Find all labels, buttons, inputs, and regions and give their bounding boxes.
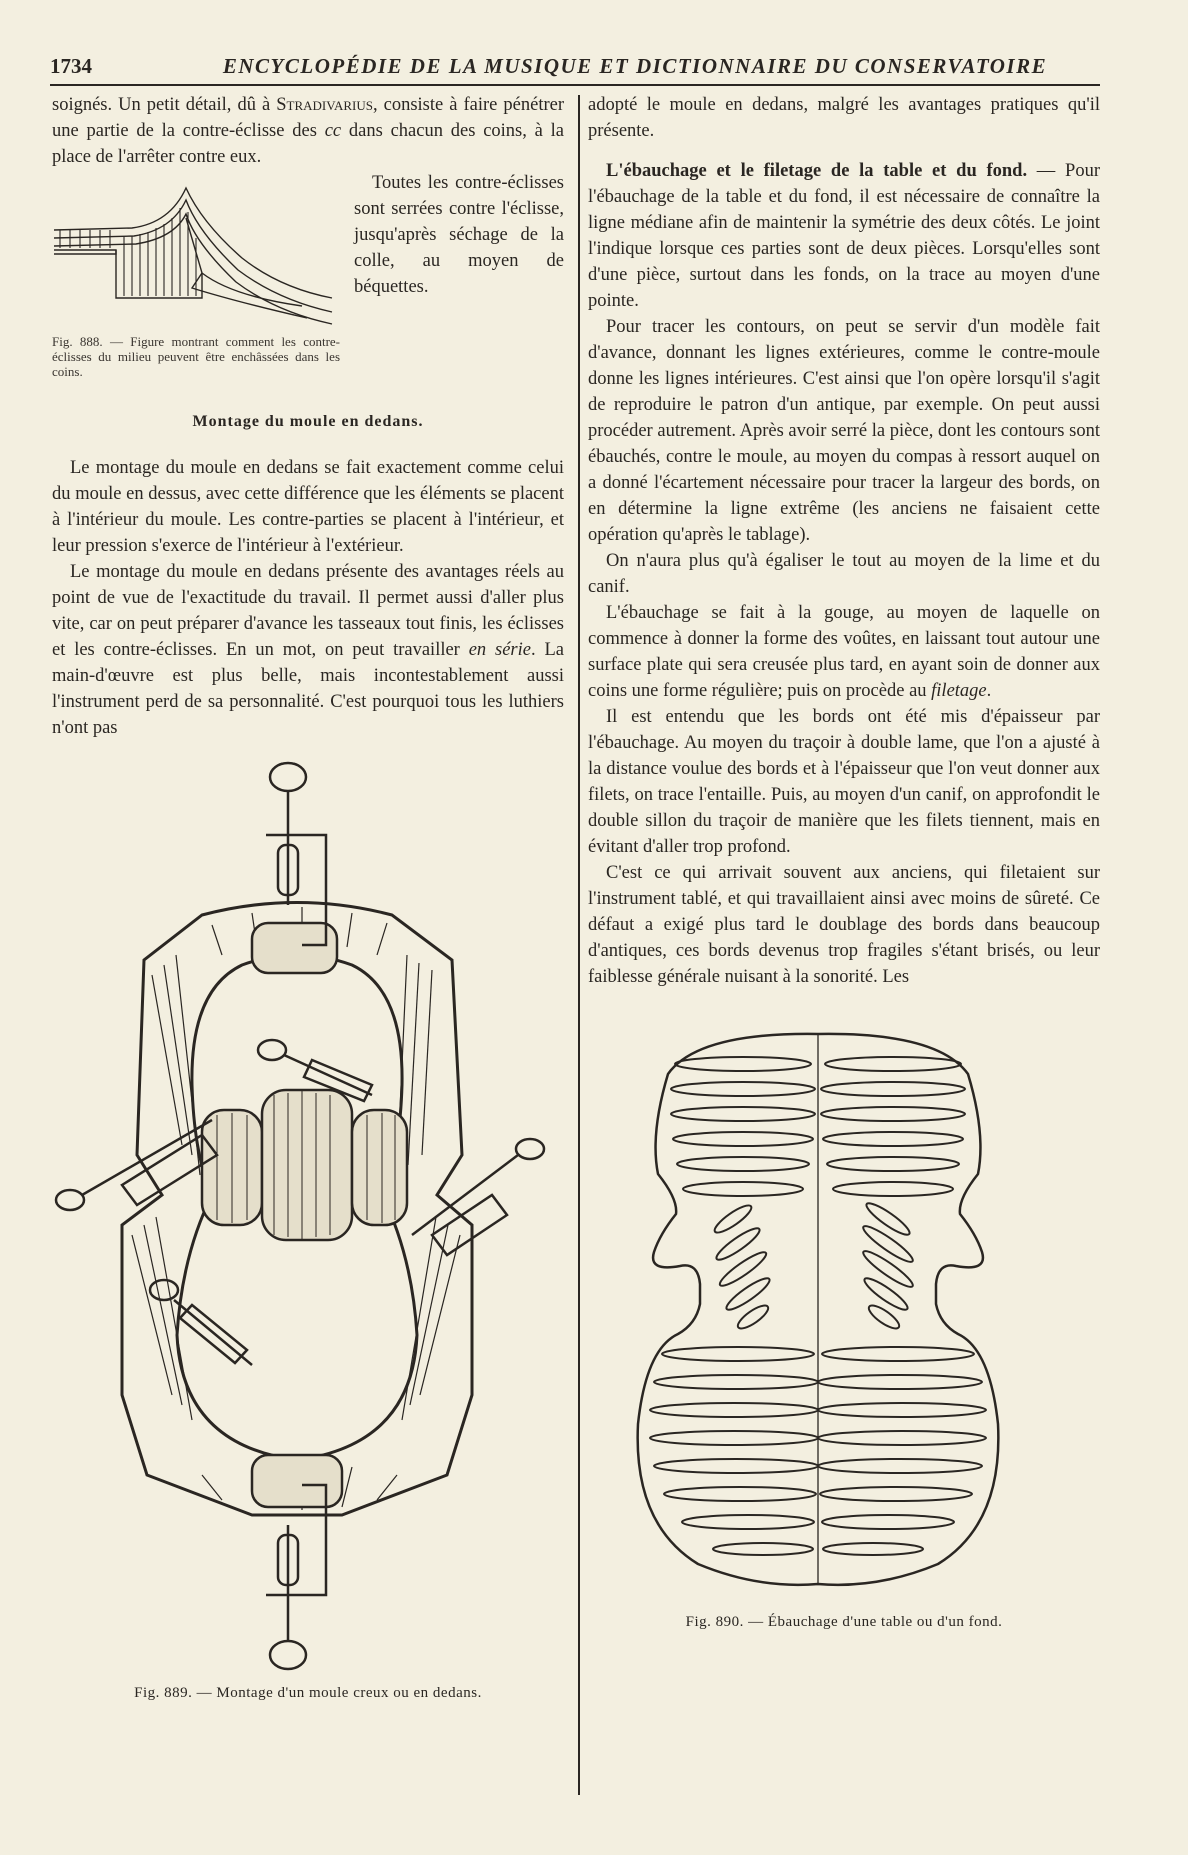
subsection-heading: L'ébauchage et le filetage de la table et du fond. — [606, 161, 1028, 181]
paragraph: Pour tracer les contours, on peut se servir d'un modèle fait d'avance, donnant les lignes extérieures, comme le contre-moule donne les lignes intérieures. C'est ainsi que l'on opère lorsqu'il s'agit de reproduire le patron d'un antique, par exemple. On peut aussi procéder autrement. Après avoir serré la pièce, dont les contours sont ébauchés, contre le moule, au moyen du compas à ressort auquel on a donné l'écartement nécessaire pour tracer la largeur des bords, on en détermine la ligne extrême (les anciens ne faisaient cette opération qu'après le tablage). — [588, 317, 1100, 545]
figure-888-caption: Fig. 888. — Figure montrant comment les contre-éclisses du milieu peuvent être enchâssées dans les coins. — [52, 334, 340, 379]
figure-888 — [52, 170, 340, 379]
column-divider — [578, 95, 580, 1795]
section-heading: Montage du moule en dedans. — [192, 413, 424, 430]
paragraph: Le montage du moule en dedans se fait exactement comme celui du moule en dessus, avec cette différence que les éléments se placent à l'intérieur du moule. Les contre-parties se placent à l'intérieur, et leur pression s'exerce de l'intérieur à l'extérieur. — [52, 458, 564, 556]
figure-889-mould-illustration — [52, 755, 564, 1675]
paragraph: Toutes les contre-éclisses sont serrées contre l'éclisse, jusqu'après séchage de la colle, au moyen de béquettes. — [354, 173, 564, 297]
figure-890-plate-illustration — [588, 1004, 1100, 1604]
page-number: 1734 — [50, 54, 92, 78]
paragraph: L'ébauchage et le filetage de la table et du fond. — Pour l'ébauchage de la table et du fond, il est nécessaire de connaître la ligne médiane afin de maintenir la symétrie des deux côtés. Le joint l'indique lorsque ces parties sont de deux pièces. Lorsqu'elles sont d'une pièce, surtout dans les fonds, on la trace au moyen d'une pointe. — [588, 161, 1100, 311]
page-header — [50, 50, 1100, 86]
paragraph: On n'aura plus qu'à égaliser le tout au moyen de la lime et du canif. — [588, 551, 1100, 597]
paragraph: Le montage du moule en dedans présente des avantages réels au point de vue de l'exactitude du travail. Il permet aussi d'aller plus vite, car on peut préparer d'avance les tasseaux tout finis, les éclisses et les contre-éclisses. En un mot, on peut travailler en série. La main-d'œuvre est plus belle, mais incontestablement aussi l'instrument perd de sa personnalité. C'est pourquoi tous les luthiers n'ont pas — [52, 562, 564, 738]
paragraph: soignés. Un petit détail, dû à Stradivarius, consiste à faire pénétrer une partie de la contre-éclisse des cc dans chacun des coins, à la place de l'arrêter contre eux. — [52, 95, 565, 167]
counter-rib-illustration — [52, 178, 340, 328]
left-column — [52, 92, 564, 1702]
paragraph: C'est ce qui arrivait souvent aux anciens, qui filetaient sur l'instrument tablé, et qui travaillaient ainsi avec moins de sûreté. Ce défaut a exigé plus tard le doublage des bords dans beaucoup d'antiques, ces bords devenus trop fragiles s'étant brisés, ou leur faiblesse générale nuisant à la sonorité. Les — [588, 863, 1100, 987]
right-column — [588, 92, 1100, 1631]
paragraph: Il est entendu que les bords ont été mis d'épaisseur par l'ébauchage. Au moyen du traçoir à double lame, que l'on a ajusté à la distance voulue des bords et à l'épaisseur que l'on veut donner aux filets, on trace l'entaille. Puis, au moyen d'un canif, on approfondit le double sillon du traçoir de manière que les filets tiennent, mais en évitant d'aller trop profond. — [588, 707, 1100, 857]
running-title: ENCYCLOPÉDIE DE LA MUSIQUE ET DICTIONNAIRE DU CONSERVATOIRE — [222, 54, 1048, 78]
paragraph: L'ébauchage se fait à la gouge, au moyen de laquelle on commence à donner la forme des voûtes, en laissant tout autour une surface plate qui sera creusée plus tard, en ayant soin de donner aux coins une forme régulière; puis on procède au filetage. — [588, 603, 1100, 701]
paragraph: adopté le moule en dedans, malgré les avantages pratiques qu'il présente. — [588, 95, 1100, 141]
figure-889-caption: Fig. 889. — Montage d'un moule creux ou en dedans. — [134, 1685, 482, 1701]
figure-890-caption: Fig. 890. — Ébauchage d'une table ou d'un fond. — [685, 1614, 1003, 1630]
